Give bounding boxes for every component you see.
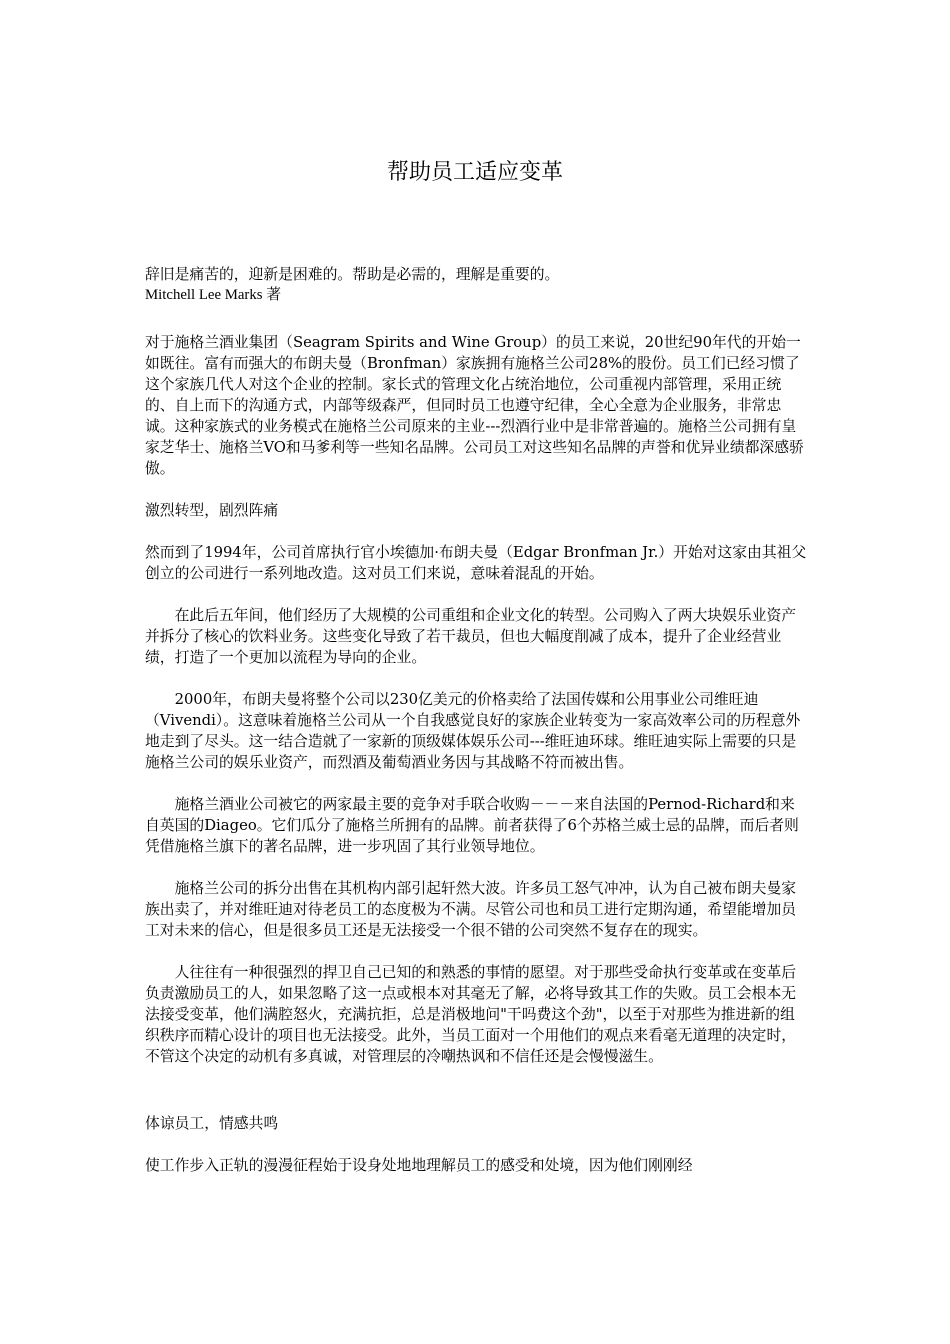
document-body xyxy=(145,264,808,1176)
section-heading-2: 体谅员工，情感共鸣 xyxy=(145,1115,279,1132)
document-title: 帮助员工适应变革 xyxy=(386,160,563,185)
paragraph-8: 使工作步入正轨的漫漫征程始于设身处地地理解员工的感受和处境，因为他们刚刚经 xyxy=(145,1157,693,1174)
section-heading-1: 激烈转型，剧烈阵痛 xyxy=(145,502,279,519)
paragraph-6: 施格兰公司的拆分出售在其机构内部引起轩然大波。许多员工怒气冲冲，认为自己被布朗夫曼家族出卖了，并对维旺迪对待老员工的态度极为不满。尽管公司也和员工进行定期沟通，希望能增加员工对未来的信心，但是很多员工还是无法接受一个很不错的公司突然不复存在的现实。 xyxy=(145,880,797,939)
paragraph-4: 2000年，布朗夫曼将整个公司以230亿美元的价格卖给了法国传媒和公用事业公司维旺迪（Vivendi）。这意味着施格兰公司从一个自我感觉良好的家族企业转变为一家高效率公司的历程意外地走到了尽头。这一结合造就了一家新的顶级媒体娱乐公司---维旺迪环球。维旺迪实际上需要的只是施格兰公司的娱乐业资产，而烈酒及葡萄酒业务因与其战略不符而被出售。 xyxy=(145,691,801,771)
author-line: Mitchell Lee Marks 著 xyxy=(145,287,282,303)
paragraph-2: 然而到了1994年，公司首席执行官小埃德加·布朗夫曼（Edgar Bronfman Jr.）开始对这家由其祖父创立的公司进行一系列地改造。这对员工们来说，意味着混乱的开始。 xyxy=(145,544,807,582)
paragraph-3: 在此后五年间，他们经历了大规模的公司重组和企业文化的转型。公司购入了两大块娱乐业资产并拆分了核心的饮料业务。这些变化导致了若干裁员，但也大幅度削减了成本，提升了企业经营业绩，打造了一个更加以流程为导向的企业。 xyxy=(145,607,797,666)
paragraph-1: 对于施格兰酒业集团（Seagram Spirits and Wine Group）的员工来说，20世纪90年代的开始一如既往。富有而强大的布朗夫曼（Bronfman）家族拥有施格兰公司28%的股份。员工们已经习惯了这个家族几代人对这个企业的控制。家长式的管理文化占统治地位，公司重视内部管理，采用正统的、自上而下的沟通方式，内部等级森严，但同时员工也遵守纪律，全心全意为企业服务，非常忠诚。这种家族式的业务模式在施格兰公司原来的主业---烈酒行业中是非常普遍的。施格兰公司拥有皇家芝华士、施格兰VO和马爹利等一些知名品牌。公司员工对这些知名品牌的声誉和优异业绩都深感骄傲。 xyxy=(145,334,804,477)
epigraph: 辞旧是痛苦的，迎新是困难的。帮助是必需的，理解是重要的。 xyxy=(145,266,560,283)
paragraph-7: 人往往有一种很强烈的捍卫自己已知的和熟悉的事情的愿望。对于那些受命执行变革或在变革后负责激励员工的人，如果忽略了这一点或根本对其毫无了解，必将导致其工作的失败。员工会根本无法接受变革，他们满腔怒火，充满抗拒，总是消极地问"干吗费这个劲"，以至于对那些为推进新的组织秩序而精心设计的项目也无法接受。此外，当员工面对一个用他们的观点来看毫无道理的决定时，不管这个决定的动机有多真诚，对管理层的冷嘲热讽和不信任还是会慢慢滋生。 xyxy=(145,964,797,1065)
paragraph-5: 施格兰酒业公司被它的两家最主要的竞争对手联合收购－－－来自法国的Pernod-Richard和来自英国的Diageo。它们瓜分了施格兰所拥有的品牌。前者获得了6个苏格兰威士忌的品牌，而后者则凭借施格兰旗下的著名品牌，进一步巩固了其行业领导地位。 xyxy=(145,796,799,855)
